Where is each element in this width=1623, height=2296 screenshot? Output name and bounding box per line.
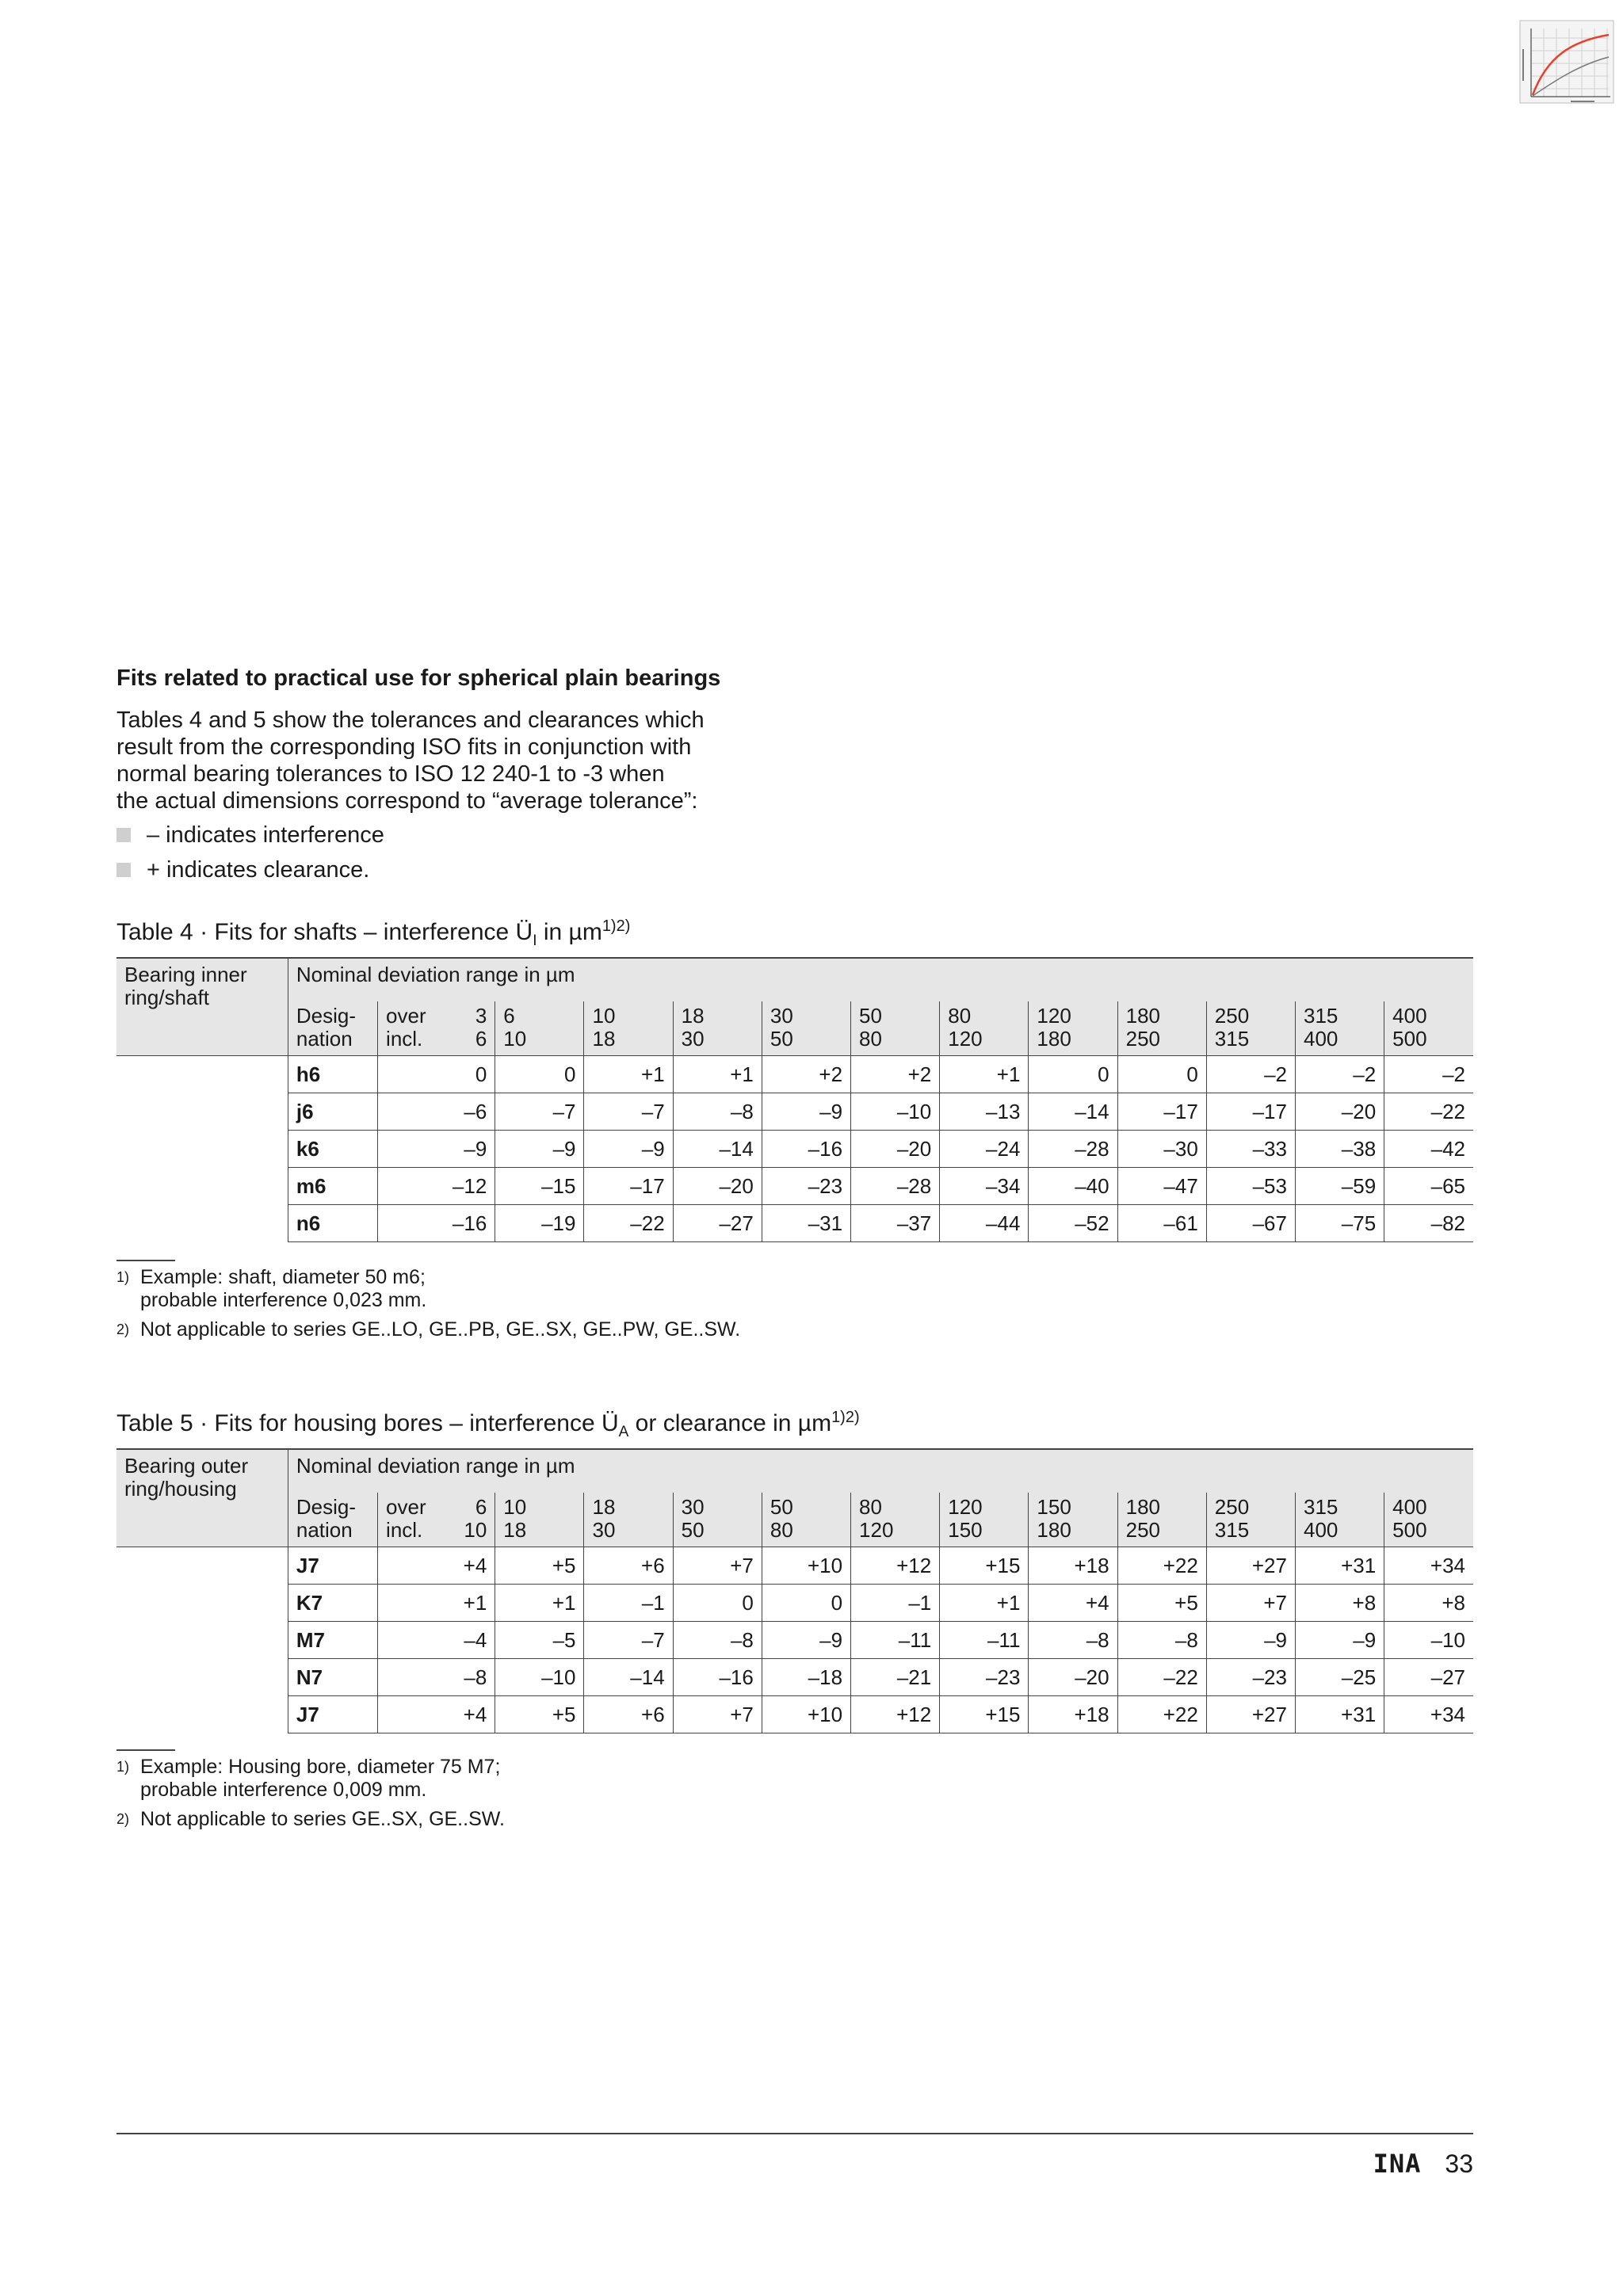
over-value: 10 <box>503 1495 527 1519</box>
value-cell: +1 <box>940 1585 1029 1622</box>
table-row <box>116 1205 1473 1242</box>
footnote-text: Not applicable to series GE..LO, GE..PB, GE..SX, GE..PW, GE..SW. <box>140 1318 741 1341</box>
range-header <box>584 1001 673 1056</box>
value-cell: +22 <box>1117 1547 1206 1585</box>
row-designation: K7 <box>288 1585 377 1622</box>
value-cell: –2 <box>1206 1056 1295 1093</box>
blank-cell <box>116 1696 288 1733</box>
range-incl-row <box>386 1028 487 1051</box>
table-row <box>116 1168 1473 1205</box>
value-cell: –6 <box>378 1093 495 1131</box>
incl-value: 315 <box>1214 1518 1250 1542</box>
bullet-item <box>116 856 830 884</box>
value-cell: +12 <box>851 1696 940 1733</box>
row-designation: j6 <box>288 1093 377 1131</box>
footnote-rule <box>116 1749 175 1751</box>
incl-value: 80 <box>859 1027 882 1051</box>
value-cell: –8 <box>378 1659 495 1696</box>
value-cell: 0 <box>1029 1056 1117 1093</box>
value-cell: –22 <box>1117 1659 1206 1696</box>
range-over-row <box>386 1005 487 1028</box>
value-cell: –30 <box>1117 1131 1206 1168</box>
range-header <box>495 1493 584 1547</box>
over-value: 400 <box>1392 1004 1427 1028</box>
value-cell: –9 <box>762 1622 850 1659</box>
over-value: 250 <box>1214 1495 1250 1519</box>
value-cell: +7 <box>673 1547 762 1585</box>
value-cell: 0 <box>378 1056 495 1093</box>
range-header <box>1117 1493 1206 1547</box>
value-cell: +8 <box>1295 1585 1384 1622</box>
over-value: 250 <box>1214 1004 1250 1028</box>
value-cell: –15 <box>495 1168 584 1205</box>
value-cell: +34 <box>1384 1696 1473 1733</box>
value-cell: –2 <box>1295 1056 1384 1093</box>
value-cell: –20 <box>1295 1093 1384 1131</box>
over-value: 315 <box>1303 1495 1338 1519</box>
value-cell: +7 <box>673 1696 762 1733</box>
row-designation: k6 <box>288 1131 377 1168</box>
value-cell: +10 <box>762 1696 850 1733</box>
value-cell: –14 <box>584 1659 673 1696</box>
incl-value: 10 <box>464 1518 487 1542</box>
footnote-number: 1) <box>116 1269 130 1285</box>
value-cell: +5 <box>495 1696 584 1733</box>
value-cell: –9 <box>378 1131 495 1168</box>
value-cell: –23 <box>940 1659 1029 1696</box>
value-cell: –7 <box>495 1093 584 1131</box>
value-cell: –31 <box>762 1205 850 1242</box>
over-label: over <box>386 1495 426 1519</box>
value-cell: –28 <box>1029 1131 1117 1168</box>
value-cell: –34 <box>940 1168 1029 1205</box>
footnote-number: 2) <box>116 1811 130 1827</box>
value-cell: –59 <box>1295 1168 1384 1205</box>
incl-value: 30 <box>681 1027 705 1051</box>
value-cell: –10 <box>1384 1622 1473 1659</box>
bullet-text: + indicates clearance. <box>147 857 370 883</box>
value-cell: –9 <box>584 1131 673 1168</box>
blank-cell <box>116 1093 288 1131</box>
value-cell: +1 <box>673 1056 762 1093</box>
incl-value: 120 <box>859 1518 894 1542</box>
incl-value: 30 <box>592 1518 616 1542</box>
value-cell: +15 <box>940 1696 1029 1733</box>
bullet-item <box>116 821 830 849</box>
incl-value: 250 <box>1125 1027 1160 1051</box>
incl-value: 18 <box>592 1027 616 1051</box>
footnote-number: 2) <box>116 1322 130 1337</box>
incl-value: 180 <box>1037 1518 1071 1542</box>
value-cell: +12 <box>851 1547 940 1585</box>
value-cell: +10 <box>762 1547 850 1585</box>
table5-wrapper <box>116 1448 1473 1733</box>
value-cell: +5 <box>1117 1585 1206 1622</box>
value-cell: –8 <box>1029 1622 1117 1659</box>
over-value: 180 <box>1125 1495 1160 1519</box>
row-designation: J7 <box>288 1547 377 1585</box>
over-value: 80 <box>948 1004 972 1028</box>
value-cell: +15 <box>940 1547 1029 1585</box>
bullet-text: – indicates interference <box>147 822 384 848</box>
footnote <box>116 1318 1473 1341</box>
bullet-square-icon <box>116 828 131 842</box>
value-cell: –16 <box>378 1205 495 1242</box>
row-designation: J7 <box>288 1696 377 1733</box>
value-cell: –16 <box>673 1659 762 1696</box>
blank-cell <box>116 1056 288 1093</box>
range-header <box>1206 1001 1295 1056</box>
range-header <box>495 1001 584 1056</box>
value-cell: +31 <box>1295 1696 1384 1733</box>
row-designation: M7 <box>288 1622 377 1659</box>
value-cell: –9 <box>495 1131 584 1168</box>
value-cell: –8 <box>673 1622 762 1659</box>
value-cell: –18 <box>762 1659 850 1696</box>
table-row <box>116 1585 1473 1622</box>
range-header <box>1295 1001 1384 1056</box>
blank-cell <box>116 1205 288 1242</box>
value-cell: +27 <box>1206 1547 1295 1585</box>
footnote <box>116 1266 1473 1289</box>
left-header: Bearing inner ring/shaft <box>116 958 288 1056</box>
value-cell: –17 <box>1117 1093 1206 1131</box>
over-value: 120 <box>948 1495 983 1519</box>
caption-footnote-ref: 1)2) <box>601 917 631 935</box>
value-cell: –1 <box>851 1585 940 1622</box>
intro-paragraph <box>116 707 830 884</box>
incl-value: 50 <box>681 1518 705 1542</box>
value-cell: –44 <box>940 1205 1029 1242</box>
value-cell: –21 <box>851 1659 940 1696</box>
value-cell: +4 <box>1029 1585 1117 1622</box>
incl-value: 80 <box>769 1518 793 1542</box>
value-cell: –40 <box>1029 1168 1117 1205</box>
range-header <box>1384 1001 1473 1056</box>
incl-value: 500 <box>1392 1027 1427 1051</box>
footnote-text: Example: shaft, diameter 50 m6; <box>140 1266 426 1288</box>
value-cell: –11 <box>940 1622 1029 1659</box>
incl-label: incl. <box>386 1027 423 1051</box>
footnote-rule <box>116 1260 175 1261</box>
over-value: 180 <box>1125 1004 1160 1028</box>
value-cell: –9 <box>1295 1622 1384 1659</box>
value-cell: –42 <box>1384 1131 1473 1168</box>
incl-value: 50 <box>769 1027 793 1051</box>
value-cell: –14 <box>1029 1093 1117 1131</box>
range-header <box>940 1001 1029 1056</box>
value-cell: –52 <box>1029 1205 1117 1242</box>
para-line: Tables 4 and 5 show the tolerances and clearances which <box>116 707 705 733</box>
value-cell: –5 <box>495 1622 584 1659</box>
range-header-first <box>378 1493 495 1547</box>
table5 <box>116 1448 1473 1733</box>
over-value: 150 <box>1037 1495 1071 1519</box>
value-cell: +27 <box>1206 1696 1295 1733</box>
blank-cell <box>116 1659 288 1696</box>
value-cell: +2 <box>762 1056 850 1093</box>
value-cell: –14 <box>673 1131 762 1168</box>
value-cell: +4 <box>378 1547 495 1585</box>
row-designation: n6 <box>288 1205 377 1242</box>
value-cell: +6 <box>584 1696 673 1733</box>
range-header <box>1206 1493 1295 1547</box>
value-cell: –27 <box>673 1205 762 1242</box>
footnote-text: probable interference 0,009 mm. <box>140 1779 427 1801</box>
left-header: Bearing outer ring/housing <box>116 1449 288 1547</box>
range-header <box>851 1001 940 1056</box>
value-cell: +8 <box>1384 1585 1473 1622</box>
value-cell: –8 <box>1117 1622 1206 1659</box>
value-cell: 0 <box>673 1585 762 1622</box>
value-cell: +6 <box>584 1547 673 1585</box>
value-cell: –16 <box>762 1131 850 1168</box>
value-cell: –61 <box>1117 1205 1206 1242</box>
range-header <box>1029 1493 1117 1547</box>
over-value: 120 <box>1037 1004 1071 1028</box>
incl-value: 400 <box>1303 1518 1338 1542</box>
caption-text: Table 4 · Fits for shafts – interference Ü <box>116 919 533 945</box>
value-cell: 0 <box>1117 1056 1206 1093</box>
designation-header: Desig- nation <box>288 1493 377 1547</box>
table4 <box>116 957 1473 1242</box>
table-row <box>116 1659 1473 1696</box>
over-value: 80 <box>859 1495 882 1519</box>
value-cell: –25 <box>1295 1659 1384 1696</box>
table5-footnotes <box>116 1749 1473 1831</box>
over-value: 315 <box>1303 1004 1338 1028</box>
value-cell: –7 <box>584 1093 673 1131</box>
para-line: the actual dimensions correspond to “average tolerance”: <box>116 788 698 814</box>
top-header: Nominal deviation range in µm <box>288 1449 1473 1493</box>
value-cell: –28 <box>851 1168 940 1205</box>
value-cell: –23 <box>762 1168 850 1205</box>
blank-cell <box>116 1131 288 1168</box>
value-cell: +34 <box>1384 1547 1473 1585</box>
range-header <box>851 1493 940 1547</box>
footnote-number: 1) <box>116 1759 130 1775</box>
value-cell: +1 <box>378 1585 495 1622</box>
value-cell: –20 <box>1029 1659 1117 1696</box>
page-number: 33 <box>1445 2149 1473 2178</box>
value-cell: –17 <box>584 1168 673 1205</box>
incl-label: incl. <box>386 1518 423 1542</box>
table5-caption <box>116 1409 1473 1441</box>
caption-text: Table 5 · Fits for housing bores – interference Ü <box>116 1410 619 1436</box>
footnote-text: Not applicable to series GE..SX, GE..SW. <box>140 1808 505 1830</box>
over-value: 400 <box>1392 1495 1427 1519</box>
row-designation: N7 <box>288 1659 377 1696</box>
range-header <box>673 1001 762 1056</box>
over-value: 3 <box>475 1004 487 1028</box>
value-cell: –8 <box>673 1093 762 1131</box>
table-row <box>116 1131 1473 1168</box>
top-header: Nominal deviation range in µm <box>288 958 1473 1001</box>
range-over-row <box>386 1496 487 1519</box>
blank-cell <box>116 1622 288 1659</box>
over-label: over <box>386 1004 426 1028</box>
blank-cell <box>116 1585 288 1622</box>
value-cell: –22 <box>1384 1093 1473 1131</box>
value-cell: –4 <box>378 1622 495 1659</box>
value-cell: –1 <box>584 1585 673 1622</box>
caption-text: or clearance in µm <box>628 1410 832 1436</box>
value-cell: +7 <box>1206 1585 1295 1622</box>
footer-rule <box>116 2133 1473 2134</box>
blank-cell <box>116 1168 288 1205</box>
caption-text: in µm <box>537 919 602 945</box>
table-row <box>116 1093 1473 1131</box>
incl-value: 6 <box>475 1027 487 1051</box>
incl-value: 10 <box>503 1027 527 1051</box>
value-cell: 0 <box>762 1585 850 1622</box>
bullet-square-icon <box>116 863 131 877</box>
value-cell: –11 <box>851 1622 940 1659</box>
range-incl-row <box>386 1519 487 1542</box>
value-cell: +31 <box>1295 1547 1384 1585</box>
table-row <box>116 1622 1473 1659</box>
incl-value: 18 <box>503 1518 527 1542</box>
over-value: 10 <box>592 1004 616 1028</box>
blank-cell <box>116 1547 288 1585</box>
value-cell: –82 <box>1384 1205 1473 1242</box>
value-cell: +1 <box>940 1056 1029 1093</box>
footnote-text: Example: Housing bore, diameter 75 M7; <box>140 1756 501 1778</box>
value-cell: –10 <box>495 1659 584 1696</box>
value-cell: +18 <box>1029 1547 1117 1585</box>
incl-value: 150 <box>948 1518 983 1542</box>
range-header <box>1384 1493 1473 1547</box>
value-cell: –24 <box>940 1131 1029 1168</box>
range-header <box>762 1001 850 1056</box>
value-cell: 0 <box>495 1056 584 1093</box>
range-header <box>1117 1001 1206 1056</box>
value-cell: –33 <box>1206 1131 1295 1168</box>
value-cell: –9 <box>1206 1622 1295 1659</box>
para-line: result from the corresponding ISO fits in conjunction with <box>116 734 692 760</box>
incl-value: 120 <box>948 1027 983 1051</box>
brand-logo: INA <box>1373 2149 1422 2179</box>
table4-caption <box>116 917 1473 950</box>
over-value: 50 <box>859 1004 882 1028</box>
value-cell: +4 <box>378 1696 495 1733</box>
range-header <box>673 1493 762 1547</box>
value-cell: –65 <box>1384 1168 1473 1205</box>
range-header <box>940 1493 1029 1547</box>
table-row <box>116 1056 1473 1093</box>
value-cell: –27 <box>1384 1659 1473 1696</box>
incl-value: 500 <box>1392 1518 1427 1542</box>
over-value: 6 <box>475 1495 487 1519</box>
value-cell: –37 <box>851 1205 940 1242</box>
section-heading: Fits related to practical use for spherical plain bearings <box>116 666 721 691</box>
footnote <box>116 1756 1473 1779</box>
table-row <box>116 1547 1473 1585</box>
value-cell: –47 <box>1117 1168 1206 1205</box>
value-cell: –9 <box>762 1093 850 1131</box>
value-cell: –12 <box>378 1168 495 1205</box>
chart-thumbnail-icon <box>1515 17 1618 106</box>
range-header <box>1295 1493 1384 1547</box>
page-footer <box>1373 2149 1473 2179</box>
incl-value: 250 <box>1125 1518 1160 1542</box>
value-cell: –13 <box>940 1093 1029 1131</box>
designation-header: Desig- nation <box>288 1001 377 1056</box>
row-designation: h6 <box>288 1056 377 1093</box>
value-cell: –23 <box>1206 1659 1295 1696</box>
range-header <box>584 1493 673 1547</box>
caption-footnote-ref: 1)2) <box>831 1409 860 1426</box>
over-value: 30 <box>681 1495 705 1519</box>
over-value: 18 <box>592 1495 616 1519</box>
value-cell: –67 <box>1206 1205 1295 1242</box>
table4-footnotes <box>116 1260 1473 1341</box>
value-cell: –20 <box>673 1168 762 1205</box>
value-cell: +1 <box>495 1585 584 1622</box>
value-cell: –17 <box>1206 1093 1295 1131</box>
over-value: 6 <box>503 1004 515 1028</box>
table-row <box>116 1696 1473 1733</box>
value-cell: +2 <box>851 1056 940 1093</box>
value-cell: –19 <box>495 1205 584 1242</box>
caption-subscript: A <box>618 1424 629 1440</box>
over-value: 50 <box>769 1495 793 1519</box>
value-cell: –10 <box>851 1093 940 1131</box>
value-cell: –7 <box>584 1622 673 1659</box>
incl-value: 315 <box>1214 1027 1250 1051</box>
value-cell: –22 <box>584 1205 673 1242</box>
value-cell: –53 <box>1206 1168 1295 1205</box>
table4-wrapper <box>116 957 1473 1242</box>
over-value: 18 <box>681 1004 705 1028</box>
value-cell: –20 <box>851 1131 940 1168</box>
footnote-text: probable interference 0,023 mm. <box>140 1289 427 1311</box>
value-cell: +18 <box>1029 1696 1117 1733</box>
caption-subscript: I <box>533 933 537 949</box>
range-header <box>1029 1001 1117 1056</box>
footnote <box>116 1808 1473 1831</box>
incl-value: 180 <box>1037 1027 1071 1051</box>
incl-value: 400 <box>1303 1027 1338 1051</box>
row-designation: m6 <box>288 1168 377 1205</box>
value-cell: –38 <box>1295 1131 1384 1168</box>
value-cell: –75 <box>1295 1205 1384 1242</box>
range-header <box>762 1493 850 1547</box>
para-line: normal bearing tolerances to ISO 12 240-1 to -3 when <box>116 761 665 787</box>
value-cell: –2 <box>1384 1056 1473 1093</box>
value-cell: +1 <box>584 1056 673 1093</box>
value-cell: +5 <box>495 1547 584 1585</box>
value-cell: +22 <box>1117 1696 1206 1733</box>
over-value: 30 <box>769 1004 793 1028</box>
range-header-first <box>378 1001 495 1056</box>
